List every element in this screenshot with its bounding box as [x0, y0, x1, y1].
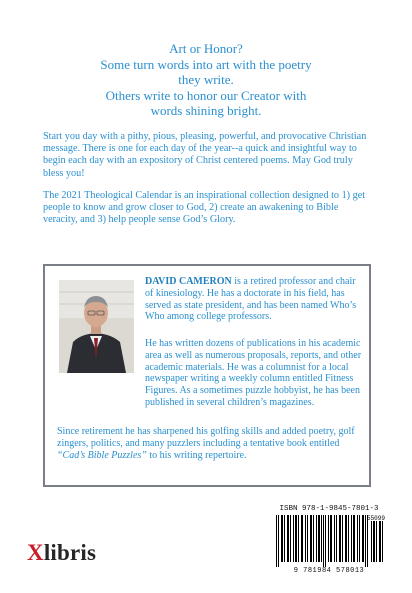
- isbn-text: ISBN 978-1-9845-7801-3: [279, 505, 379, 513]
- author-bio-3-end: to his writing repertoire.: [146, 449, 247, 461]
- author-bio-top: [145, 276, 363, 331]
- barcode-bars: [272, 515, 386, 567]
- author-bio-3-start: Since retirement he has sharpened his golfing skills and added poetry, golf zingers, politics, and many puzzlers including a tentative book entitled: [57, 426, 355, 449]
- poem-line: Art or Honor?: [169, 41, 243, 56]
- price-code: 55099: [366, 515, 386, 522]
- author-portrait-image: [59, 280, 134, 373]
- logo-x: X: [27, 540, 44, 565]
- publisher-logo: [27, 540, 96, 566]
- poem-line: Some turn words into art with the poetry: [100, 56, 312, 72]
- author-bio-paragraph-1: [145, 276, 363, 323]
- poem-line: Others write to honor our Creator with: [105, 87, 307, 103]
- description-paragraph-2: The 2021 Theological Calendar is an inspirational collection designed to 1) get people to know and grow closer to God, 2) create an awakening to Bible veracity, and 3) help people sense God’s Glory.: [43, 189, 366, 226]
- logo-text: libris: [43, 540, 97, 565]
- author-bio-paragraph-3: [57, 426, 361, 461]
- description-paragraph-1: Start you day with a pithy, pious, pleasing, powerful, and provocative Christian message. There is one for each day of the year--a quick and insightful way to begin each day with an expository of Christ centered poems. May God truly bless you!: [43, 131, 367, 179]
- author-name: DAVID CAMERON: [145, 276, 232, 287]
- author-bio-1-text: is a retired professor and chair of kinesiology. He has a doctorate in his field, has served as state president, and has been named Who’s Who among college professors.: [145, 276, 357, 323]
- author-photo: [59, 280, 134, 373]
- isbn-barcode: [270, 505, 388, 577]
- author-bio-paragraph-2: He has written dozens of publications in his academic area as well as numerous proposals, reports, and other academic materials. He was a columnist for a local newspaper writing a weekly column entitled Fitness Figures. As a sometimes puzzle hobbyist, he has been published in several children’s magazines.: [145, 338, 362, 408]
- poem-block: [60, 41, 352, 119]
- poem-line: they write.: [178, 72, 234, 87]
- author-bio-bottom: [57, 426, 361, 461]
- poem-line: words shining bright.: [150, 103, 262, 118]
- book-title-mention: “Cad’s Bible Puzzles”: [57, 449, 147, 461]
- author-bio-box: [43, 264, 371, 487]
- book-description: [43, 131, 371, 236]
- author-bio-middle: [145, 338, 363, 409]
- barcode-number: 9 781984 578013: [293, 567, 365, 575]
